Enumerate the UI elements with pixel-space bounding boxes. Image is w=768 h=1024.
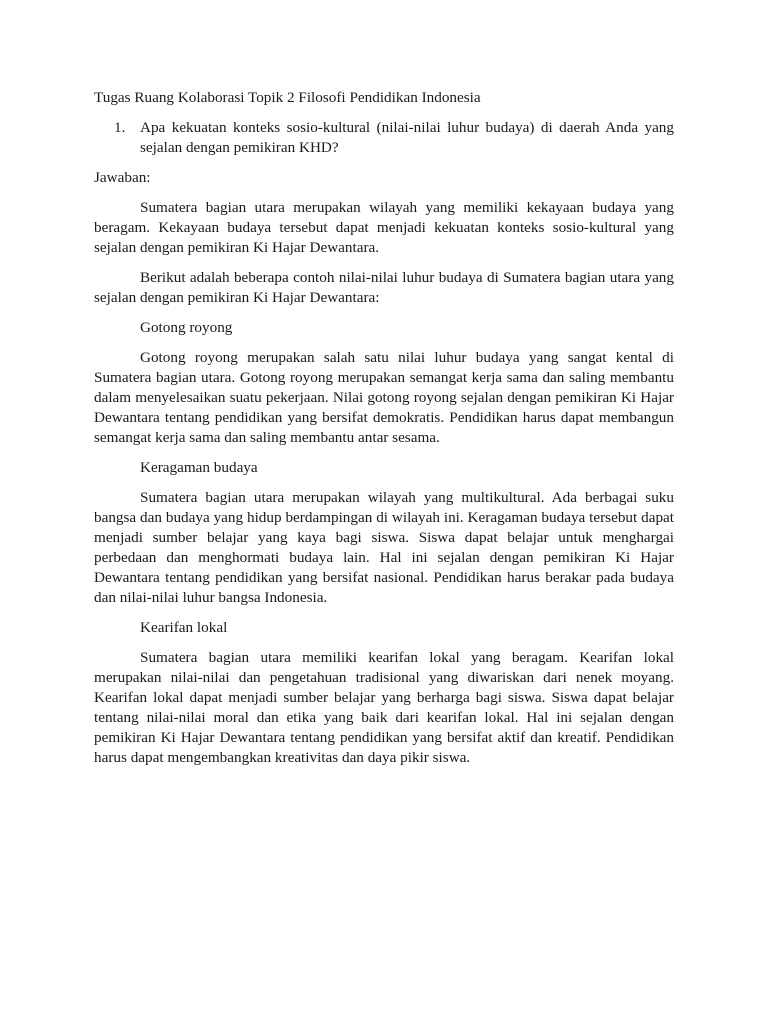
question-text: Apa kekuatan konteks sosio-kultural (nilai-nilai luhur budaya) di daerah Anda yang sejalan dengan pemikiran KHD? — [140, 119, 674, 156]
section-body: Sumatera bagian utara merupakan wilayah yang multikultural. Ada berbagai suku bangsa dan budaya yang hidup berdampingan di wilayah ini. Keragaman budaya tersebut dapat menjadi sumber belajar yang kaya bagi siswa. Siswa dapat belajar untuk menghargai perbedaan dan menghormati budaya lain. Hal ini sejalan dengan pemikiran Ki Hajar Dewantara tentang pendidikan yang bersifat nasional. Pendidikan harus berakar pada budaya dan nilai-nilai luhur bangsa Indonesia. — [94, 489, 674, 606]
section-body: Sumatera bagian utara memiliki kearifan lokal yang beragam. Kearifan lokal merupakan nilai-nilai dan pengetahuan tradisional yang diwariskan dari nenek moyang. Kearifan lokal dapat menjadi sumber belajar yang berharga bagi siswa. Siswa dapat belajar tentang nilai-nilai moral dan etika yang baik dari kearifan lokal. Hal ini sejalan dengan pemikiran Ki Hajar Dewantara tentang pendidikan yang bersifat aktif dan kreatif. Pendidikan harus dapat mengembangkan kreativitas dan daya pikir siswa. — [94, 649, 674, 766]
question-number: 1. — [114, 119, 126, 136]
intro-paragraph: Berikut adalah beberapa contoh nilai-nilai luhur budaya di Sumatera bagian utara yang sejalan dengan pemikiran Ki Hajar Dewantara: — [94, 269, 674, 306]
answer-label: Jawaban: — [94, 169, 151, 186]
section-heading: Gotong royong — [140, 319, 233, 336]
section-heading: Kearifan lokal — [140, 619, 228, 636]
question-item — [94, 118, 674, 158]
section-body: Gotong royong merupakan salah satu nilai luhur budaya yang sangat kental di Sumatera bagian utara. Gotong royong merupakan semangat kerja sama dan saling membantu dalam menyelesaikan suatu pekerjaan. Nilai gotong royong sejalan dengan pemikiran Ki Hajar Dewantara tentang pendidikan yang bersifat demokratis. Pendidikan harus dapat membangun semangat kerja sama dan saling membantu antar sesama. — [94, 349, 674, 446]
intro-paragraph: Sumatera bagian utara merupakan wilayah yang memiliki kekayaan budaya yang beragam. Kekayaan budaya tersebut dapat menjadi kekuatan konteks sosio-kultural yang sejalan dengan pemikiran Ki Hajar Dewantara. — [94, 199, 674, 256]
document-title: Tugas Ruang Kolaborasi Topik 2 Filosofi Pendidikan Indonesia — [94, 89, 481, 106]
section-heading: Keragaman budaya — [140, 459, 258, 476]
